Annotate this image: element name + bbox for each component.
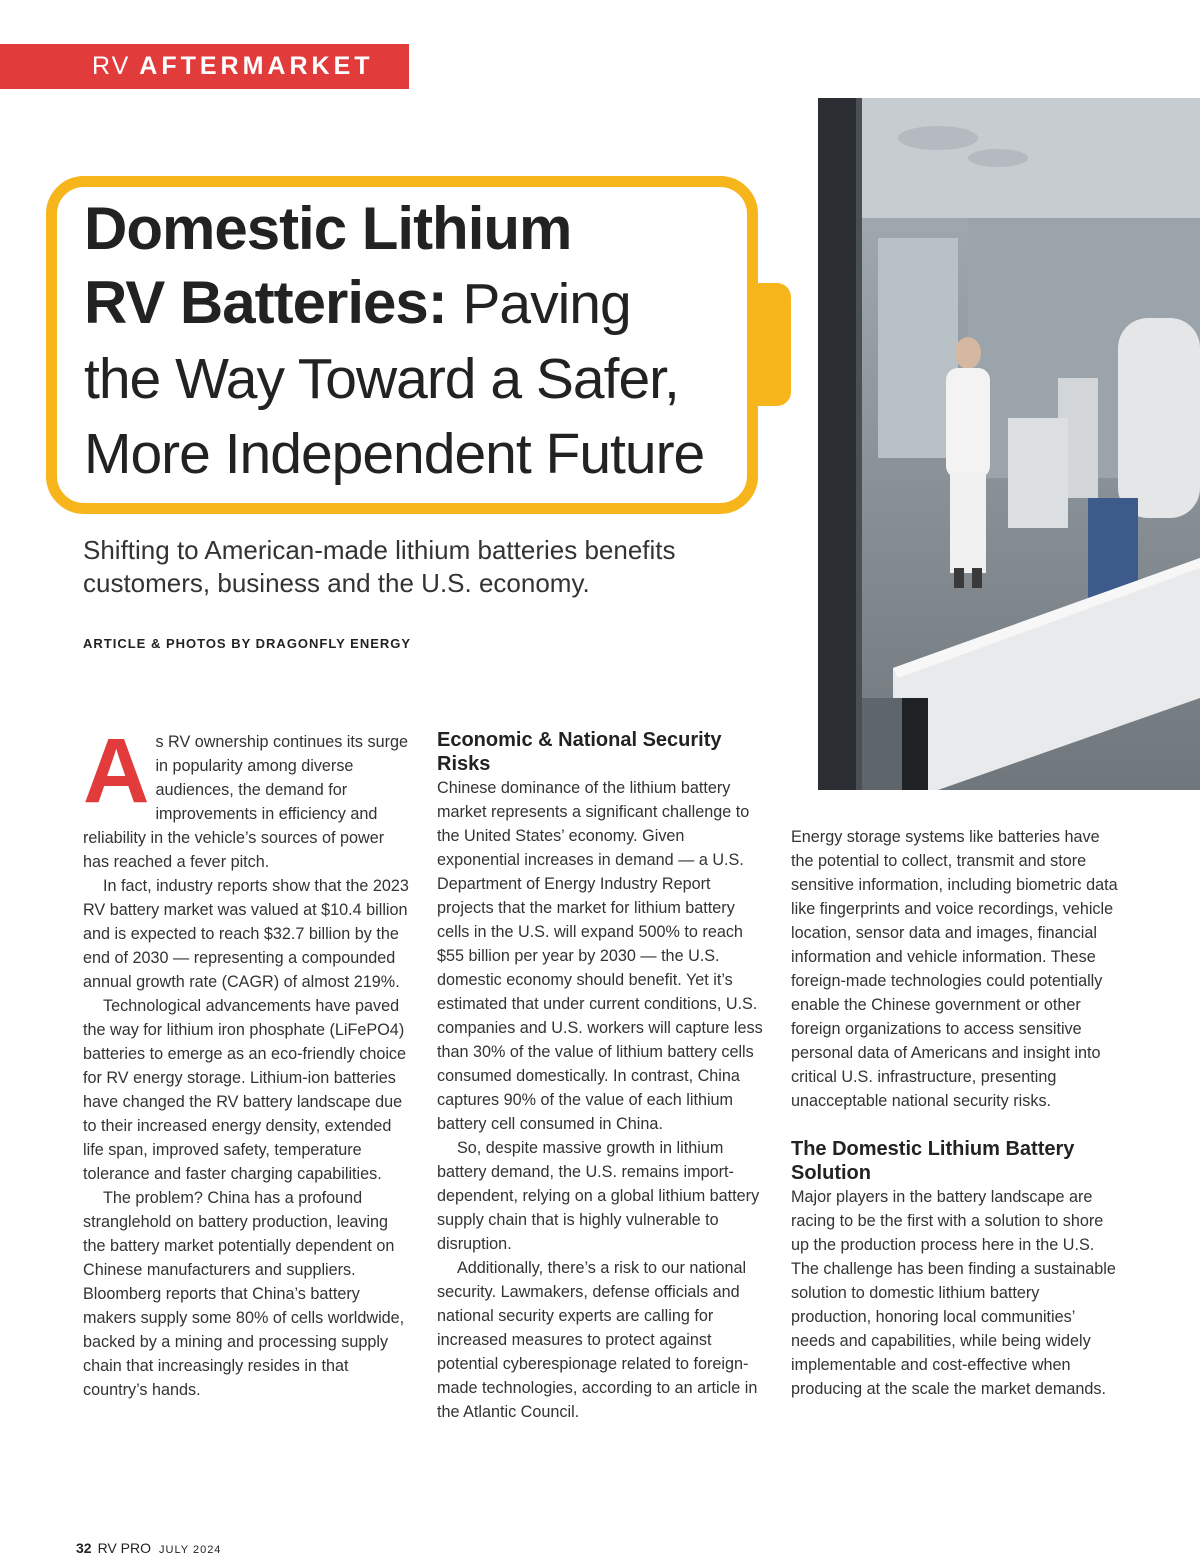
magazine-name: RV PRO	[97, 1540, 152, 1556]
section-tag-light: RV	[92, 52, 131, 80]
col1-paragraph-1: s RV ownership continues its surge in popularity among diverse audiences, the demand for improvements in efficiency and reliability in the vehicle’s sources of power has reached a fever pitch.	[83, 733, 408, 871]
page-number: 32	[76, 1540, 92, 1556]
headline	[84, 192, 754, 491]
battery-terminal	[752, 283, 791, 406]
drop-cap: A	[83, 720, 150, 822]
issue-date: JULY 2024	[159, 1544, 222, 1556]
lab-photo	[818, 98, 1200, 790]
headline-light-2: the Way Toward a Safer,	[84, 347, 679, 411]
col1-paragraph-3: Technological advancements have paved the way for lithium iron phosphate (LiFePO4) batteries to emerge as an eco-friendly choice for RV energy storage. Lithium-ion batteries have changed the RV battery landscape due to their increased energy density, extended life span, improved safety, temperature tolerance and faster charging capabilities.	[83, 997, 407, 1183]
col3-heading: The Domestic Lithium Battery Solution	[791, 1138, 1075, 1184]
column-3	[791, 825, 1121, 1401]
col2-paragraph-3: Additionally, there’s a risk to our national security. Lawmakers, defense officials and national security experts are calling for increased measures to protect against potential cyberespionage related to foreign-made technologies, according to an article in the Atlantic Council.	[437, 1259, 758, 1421]
col2-heading: Economic & National Security Risks	[437, 729, 722, 775]
section-tag-bold: AFTERMARKET	[139, 52, 374, 80]
column-1	[83, 720, 413, 1402]
headline-light-3: More Independent Future	[84, 422, 705, 486]
col1-paragraph-2: In fact, industry reports show that the 2023 RV battery market was valued at $10.4 billion and is expected to reach $32.7 billion by the end of 2030 — representing a compounded annual growth rate (CAGR) of almost 219%.	[83, 877, 409, 991]
col2-paragraph-2: So, despite massive growth in lithium battery demand, the U.S. remains import-dependent, relying on a global lithium battery supply chain that is highly vulnerable to disruption.	[437, 1139, 760, 1253]
byline: ARTICLE & PHOTOS BY DRAGONFLY ENERGY	[83, 636, 412, 651]
col2-paragraph-1: Chinese dominance of the lithium battery market represents a significant challenge to the United States’ economy. Given exponential increases in demand — a U.S. Department of Energy Industry Report projects that the market for lithium battery cells in the U.S. will expand 500% to reach $55 billion per year by 2030 — the U.S. domestic economy should benefit. Yet it’s estimated that under current conditions, U.S. companies and U.S. workers will capture less than 30% of the value of lithium battery cells consumed domestically. In contrast, China captures 90% of the value of each lithium battery cell consumed in China.	[437, 779, 763, 1133]
section-tag	[0, 44, 409, 89]
headline-bold-2: RV Batteries:	[84, 269, 447, 336]
page-footer	[76, 1540, 221, 1556]
col3-paragraph-2: Major players in the battery landscape are racing to be the first with a solution to shore up the production process here in the U.S. The challenge has been finding a sustainable solution to domestic lithium battery production, honoring local communities’ needs and capabilities, while being widely implementable and cost-effective when producing at the scale the market demands.	[791, 1188, 1116, 1398]
deck: Shifting to American-made lithium batteries benefits customers, business and the U.S. economy.	[83, 535, 676, 598]
col1-paragraph-4: The problem? China has a profound stranglehold on battery production, leaving the battery market potentially dependent on Chinese manufacturers and suppliers. Bloomberg reports that China’s battery makers supply some 80% of cells worldwide, backed by a mining and processing supply chain that increasingly resides in that country’s hands.	[83, 1189, 405, 1399]
column-2	[437, 728, 767, 1424]
headline-light-1: Paving	[462, 272, 631, 336]
headline-bold-1: Domestic Lithium	[84, 195, 572, 262]
col3-paragraph-1: Energy storage systems like batteries have the potential to collect, transmit and store sensitive information, including biometric data like fingerprints and voice recordings, vehicle location, sensor data and images, financial information and vehicle information. These foreign-made technologies could potentially enable the Chinese government or other foreign organizations to access sensitive personal data of Americans and insight into critical U.S. infrastructure, presenting unacceptable national security risks.	[791, 828, 1118, 1110]
